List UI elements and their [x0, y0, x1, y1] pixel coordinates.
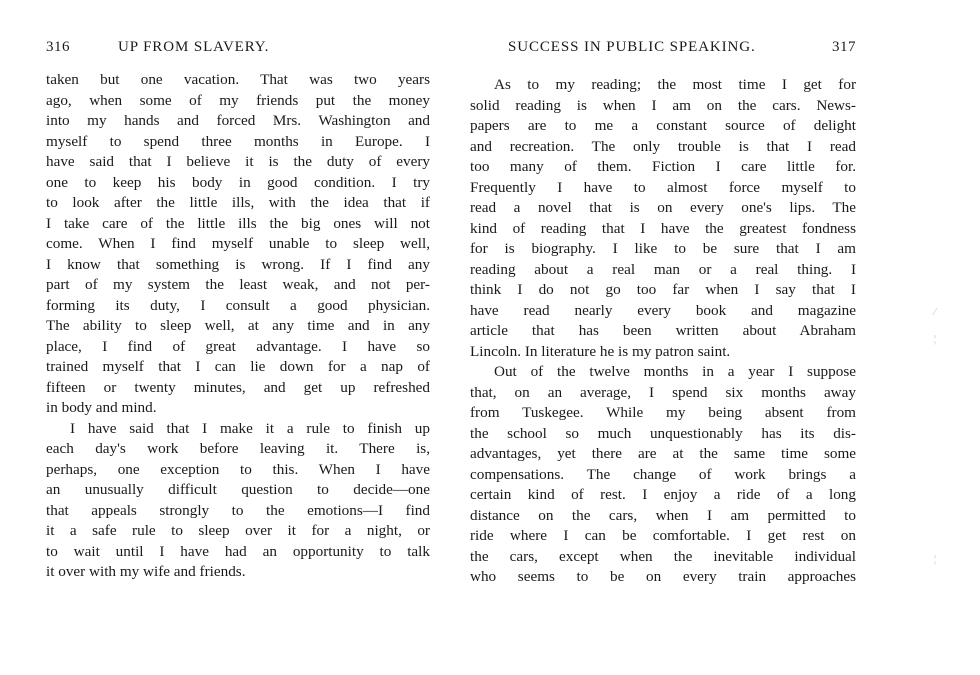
text-line: the cars, except when the inevitable individual — [470, 547, 856, 565]
paragraph-end-line: it over with my wife and friends. — [46, 563, 246, 580]
text-line: forming its duty, I consult a good physician. — [46, 296, 430, 314]
right-page-number: 317 — [832, 39, 856, 55]
left-running-head — [46, 39, 430, 59]
text-line: ago, when some of my friends put the money — [46, 91, 430, 109]
left-page-number: 316 — [46, 39, 70, 55]
text-line: have said that I believe it is the duty of every — [46, 153, 430, 170]
text-line: read a novel that is on every one's lips. The — [470, 199, 856, 216]
text-line: kind of reading that I have the greatest fondness — [470, 219, 856, 237]
text-line: advantages, yet there are at the same time some — [470, 445, 856, 462]
paragraph-start-line: Out of the twelve months in a year I suppose — [494, 363, 856, 380]
left-running-title: UP FROM SLAVERY. — [118, 39, 270, 55]
text-line: into my hands and forced Mrs. Washington and — [46, 112, 430, 129]
text-line: who seems to be on every train approaches — [470, 568, 856, 585]
text-line: The ability to sleep well, at any time and in any — [46, 317, 430, 334]
text-line: papers are to me a constant source of delight — [470, 117, 856, 134]
text-line: that, on an average, I spend six months away — [470, 383, 856, 401]
text-line: for is biography. I like to be sure that I am — [470, 240, 856, 257]
text-line: reading about a real man or a real thing. I — [470, 260, 856, 278]
text-line: to wait until I have had an opportunity to talk — [46, 542, 430, 560]
text-line: ride where I can be comfortable. I get rest on — [470, 527, 856, 544]
text-line: it a safe rule to sleep over it for a night, or — [46, 522, 430, 539]
text-line: part of my system the least weak, and not per- — [46, 276, 430, 293]
left-body-text — [46, 70, 430, 583]
right-running-head — [470, 39, 856, 59]
text-line: have read nearly every book and magazine — [470, 301, 856, 319]
text-line: too many of them. Fiction I care little for. — [470, 158, 856, 175]
text-line: the school so much unquestionably has its dis- — [470, 424, 856, 442]
text-line: each day's work before leaving it. There is, — [46, 440, 430, 457]
text-line: that appeals strongly to the emotions—I find — [46, 501, 430, 519]
paragraph-start-line: I have said that I make it a rule to finish up — [70, 419, 430, 437]
text-line: trained myself that I can lie down for a nap of — [46, 358, 430, 375]
text-line: myself to spend three months in Europe. I — [46, 132, 430, 150]
text-line: compensations. The change of work brings a — [470, 465, 856, 483]
text-line: one to keep his body in good condition. I try — [46, 173, 430, 191]
paragraph-end-line: Lincoln. In literature he is my patron saint. — [470, 342, 731, 360]
right-body-text — [470, 75, 856, 588]
text-line: perhaps, one exception to this. When I have — [46, 460, 430, 478]
text-line: article that has been written about Abraham — [470, 322, 856, 339]
text-line: fifteen or twenty minutes, and get up refreshed — [46, 378, 430, 396]
text-line: I take care of the little ills the big ones will not — [46, 214, 430, 232]
text-line: come. When I find myself unable to sleep well, — [46, 235, 430, 252]
scan-mark: ⁄ — [934, 307, 936, 318]
text-line: Frequently I have to almost force myself to — [470, 178, 856, 196]
scan-mark: ¦ — [934, 334, 937, 345]
paragraph-end-line: in body and mind. — [46, 399, 157, 416]
text-line: place, I find of great advantage. I have so — [46, 337, 430, 355]
text-line: to look after the little ills, with the idea that if — [46, 194, 430, 211]
text-line: solid reading is when I am on the cars. News- — [470, 96, 856, 114]
text-line: from Tuskegee. While my being absent from — [470, 404, 856, 421]
text-line: think I do not go too far when I say that I — [470, 281, 856, 298]
text-line: and recreation. The only trouble is that I read — [470, 137, 856, 155]
right-running-title: SUCCESS IN PUBLIC SPEAKING. — [508, 39, 756, 55]
text-line: certain kind of rest. I enjoy a ride of a long — [470, 486, 856, 503]
scan-mark: ¦ — [934, 554, 937, 565]
paragraph-start-line: As to my reading; the most time I get for — [494, 76, 856, 93]
text-line: an unusually difficult question to decide—one — [46, 481, 430, 498]
text-line: taken but one vacation. That was two years — [46, 71, 430, 88]
text-line: distance on the cars, when I am permitted to — [470, 506, 856, 524]
text-line: I know that something is wrong. If I find any — [46, 255, 430, 273]
